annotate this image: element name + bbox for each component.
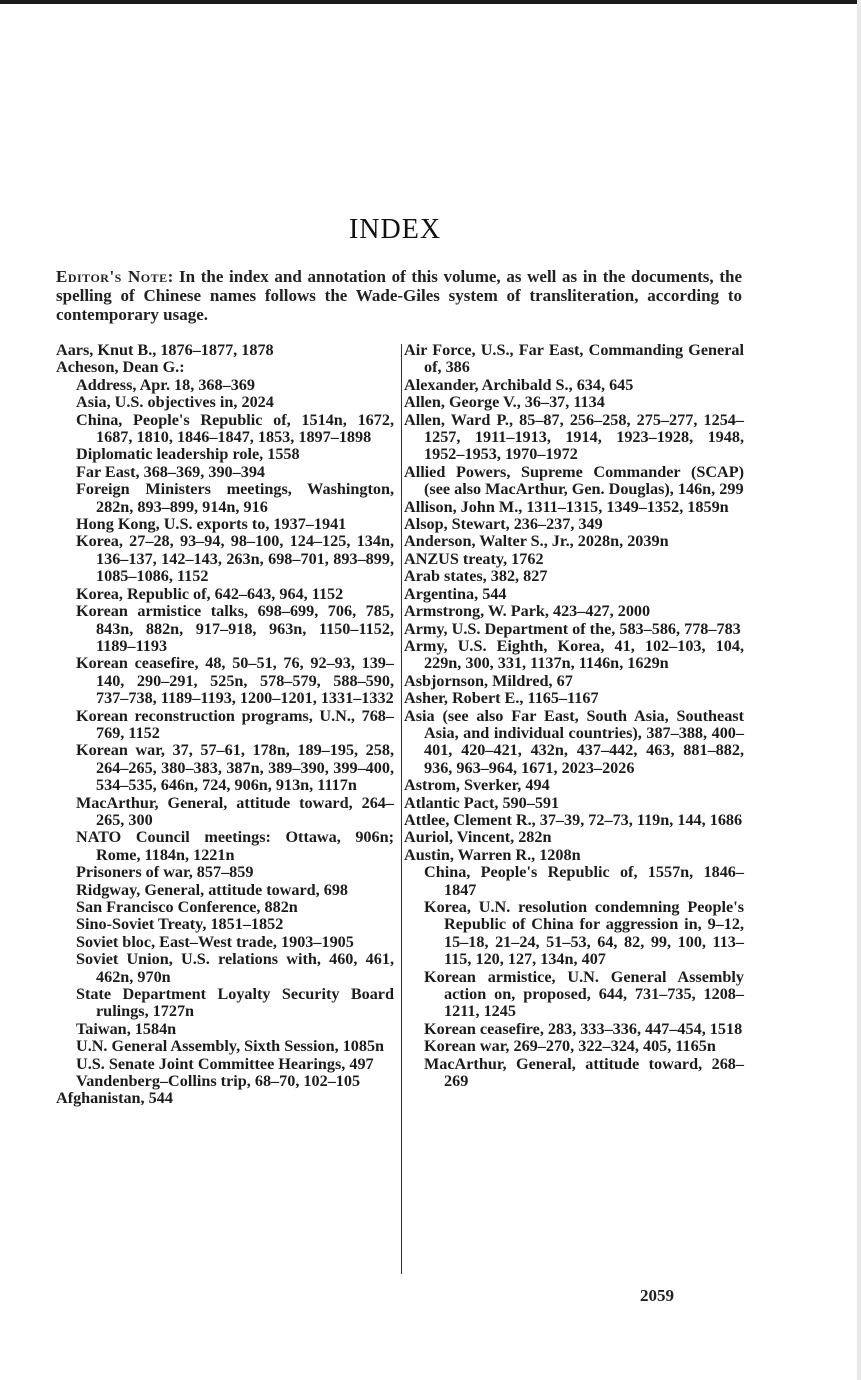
index-entry: Armstrong, W. Park, 423–427, 2000 <box>404 602 651 621</box>
index-subentry: Korean ceasefire, 48, 50–51, 76, 92–93, 139–140, 290–291, 525n, 578–579, 588–590, 737–738, 1189–1193, 1200–1201, 1331–1332 <box>76 654 394 708</box>
index-entry: Asia (see also Far East, South Asia, Southeast Asia, and individual countries), 387–388, 400–401, 420–421, 432n, 437–442, 463, 881–882, 936, 963–964, 1671, 2023–2026 <box>404 706 744 777</box>
index-entry: Arab states, 382, 827 <box>404 567 548 586</box>
index-entry: Asbjornson, Mildred, 67 <box>404 671 573 690</box>
index-entry: Austin, Warren R., 1208n <box>404 845 581 864</box>
index-entry: Astrom, Sverker, 494 <box>404 776 550 795</box>
index-entry: Atlantic Pact, 590–591 <box>404 793 560 812</box>
page-number: 2059 <box>640 1286 674 1305</box>
index-subentry: U.S. Senate Joint Committee Hearings, 497 <box>76 1054 374 1073</box>
index-subentry: Korea, U.N. resolution condemning People's Republic of China for aggression in, 9–12, 15–18, 21–24, 51–53, 64, 82, 99, 100, 113–115, 120, 127, 134n, 407 <box>424 898 744 969</box>
index-subentry: U.N. General Assembly, Sixth Session, 1085n <box>76 1037 385 1056</box>
index-subentry: Korean armistice talks, 698–699, 706, 785, 843n, 882n, 917–918, 963n, 1150–1152, 1189–1193 <box>76 602 394 655</box>
index-entry: Asher, Robert E., 1165–1167 <box>404 689 599 708</box>
index-entry: Acheson, Dean G.: <box>56 358 185 377</box>
index-entry: Air Force, U.S., Far East, Commanding General of, 386 <box>404 341 744 377</box>
index-entry: Attlee, Clement R., 37–39, 72–73, 119n, 144, 1686 <box>404 810 743 829</box>
index-subentry: MacArthur, General, attitude toward, 264–265, 300 <box>76 793 394 829</box>
column-divider <box>401 344 402 1274</box>
index-subentry: Korea, 27–28, 93–94, 98–100, 124–125, 134n, 136–137, 142–143, 263n, 698–701, 893–899, 1085–1086, 1152 <box>76 532 394 586</box>
index-entry: Allison, John M., 1311–1315, 1349–1352, 1859n <box>404 497 729 516</box>
index-subentry: Address, Apr. 18, 368–369 <box>76 375 255 394</box>
index-entry: Alsop, Stewart, 236–237, 349 <box>404 515 603 534</box>
index-subentry: Far East, 368–369, 390–394 <box>76 462 266 481</box>
index-entry: Alexander, Archibald S., 634, 645 <box>404 375 634 394</box>
index-subentry: Soviet Union, U.S. relations with, 460, 461, 462n, 970n <box>76 950 394 986</box>
index-entry: Army, U.S. Eighth, Korea, 41, 102–103, 104, 229n, 300, 331, 1137n, 1146n, 1629n <box>404 636 744 673</box>
index-subentry: China, People's Republic of, 1557n, 1846–1847 <box>424 863 744 899</box>
index-subentry: Taiwan, 1584n <box>76 1019 177 1038</box>
page-edge <box>857 0 861 1380</box>
index-subentry: State Department Loyalty Security Board rulings, 1727n <box>76 985 394 1021</box>
index-subentry: Korean war, 269–270, 322–324, 405, 1165n <box>424 1037 716 1056</box>
index-column-left <box>56 342 394 1108</box>
index-subentry: NATO Council meetings: Ottawa, 906n; Rome, 1184n, 1221n <box>76 828 394 864</box>
index-subentry: San Francisco Conference, 882n <box>76 898 298 916</box>
index-entry: ANZUS treaty, 1762 <box>404 549 544 568</box>
index-subentry: Foreign Ministers meetings, Washington, 282n, 893–899, 914n, 916 <box>76 480 394 516</box>
index-subentry: Korean ceasefire, 283, 333–336, 447–454, 1518 <box>424 1019 743 1038</box>
index-subentry: Korean war, 37, 57–61, 178n, 189–195, 258, 264–265, 380–383, 387n, 389–390, 399–400, 534–535, 646n, 724, 906n, 913n, 1117n <box>76 741 394 795</box>
index-subentry: Diplomatic leadership role, 1558 <box>76 445 300 464</box>
index-entry: Allied Powers, Supreme Commander (SCAP) (see also MacArthur, Gen. Douglas), 146n, 299 <box>404 462 744 499</box>
index-subentry: MacArthur, General, attitude toward, 268–269 <box>424 1054 744 1091</box>
index-subentry: Sino-Soviet Treaty, 1851–1852 <box>76 915 284 934</box>
index-subentry: Vandenberg–Collins trip, 68–70, 102–105 <box>76 1072 361 1091</box>
editors-note-text: : In the index and annotation of this volume, as well as in the documents, the spelling of Chinese names follows the Wade-Giles system of transliteration, according to contemporary usage. <box>56 267 743 324</box>
top-border <box>0 0 861 4</box>
index-subentry: Hong Kong, U.S. exports to, 1937–1941 <box>76 515 347 534</box>
index-entry: Aars, Knut B., 1876–1877, 1878 <box>56 341 274 359</box>
index-subentry: Ridgway, General, attitude toward, 698 <box>76 880 349 899</box>
editors-note <box>56 267 742 324</box>
index-column-right <box>404 342 744 1090</box>
index-entry: Allen, Ward P., 85–87, 256–258, 275–277, 1254–1257, 1911–1913, 1914, 1923–1928, 1948, 1952–1953, 1970–1972 <box>404 410 744 464</box>
index-entry: Auriol, Vincent, 282n <box>404 828 552 847</box>
index-subentry: Asia, U.S. objectives in, 2024 <box>76 393 274 412</box>
index-subentry: Korea, Republic of, 642–643, 964, 1152 <box>76 584 344 603</box>
index-subentry: Prisoners of war, 857–859 <box>76 863 254 882</box>
index-subentry: Soviet bloc, East–West trade, 1903–1905 <box>76 932 354 951</box>
index-entry: Army, U.S. Department of the, 583–586, 778–783 <box>404 619 741 638</box>
index-entry: Anderson, Walter S., Jr., 2028n, 2039n <box>404 532 669 551</box>
index-subentry: China, People's Republic of, 1514n, 1672, 1687, 1810, 1846–1847, 1853, 1897–1898 <box>76 410 394 447</box>
index-entry: Afghanistan, 544 <box>56 1089 173 1108</box>
page-title: INDEX <box>348 214 442 245</box>
index-entry: Allen, George V., 36–37, 1134 <box>404 393 605 412</box>
index-subentry: Korean reconstruction programs, U.N., 768–769, 1152 <box>76 706 394 742</box>
editors-note-label: Editor's Note <box>56 267 168 286</box>
index-subentry: Korean armistice, U.N. General Assembly action on, proposed, 644, 731–735, 1208–1211, 1245 <box>424 967 744 1021</box>
index-entry: Argentina, 544 <box>404 584 507 603</box>
